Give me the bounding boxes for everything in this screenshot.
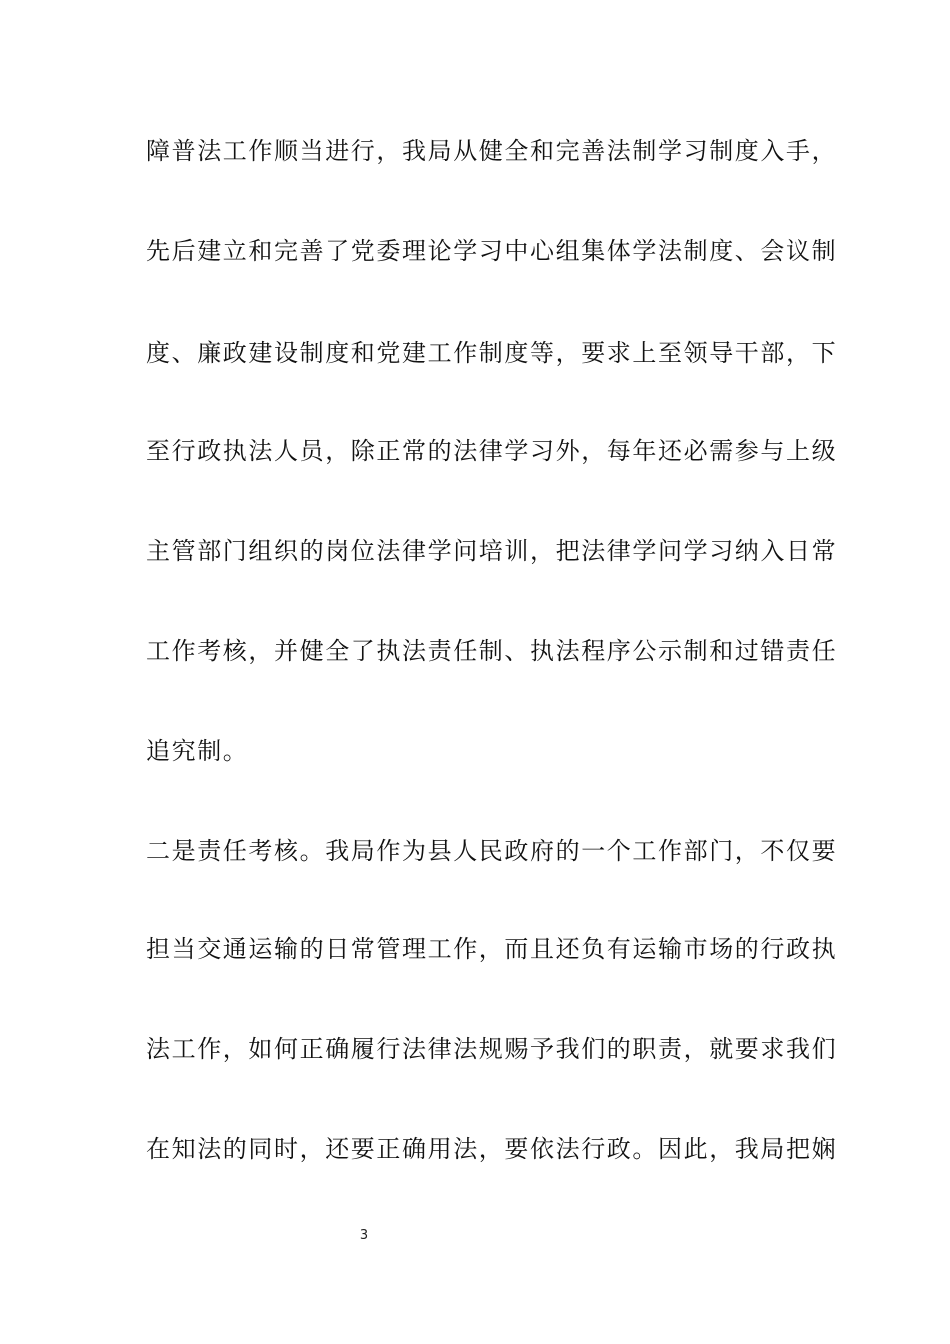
text-line-5: 主管部门组织的岗位法律学问培训，把法律学问学习纳入日常 xyxy=(146,537,838,565)
text-line-7: 追究制。 xyxy=(146,737,249,765)
text-line-1: 障普法工作顺当进行，我局从健全和完善法制学习制度入手， xyxy=(146,137,838,165)
text-line-4: 至行政执法人员，除正常的法律学习外，每年还必需参与上级 xyxy=(146,437,838,465)
text-line-3: 度、廉政建设制度和党建工作制度等，要求上至领导干部，下 xyxy=(146,339,838,367)
text-line-2: 先后建立和完善了党委理论学习中心组集体学法制度、会议制 xyxy=(146,237,838,265)
text-line-8: 二是责任考核。我局作为县人民政府的一个工作部门，不仅要 xyxy=(146,837,838,865)
text-line-10: 法工作，如何正确履行法律法规赐予我们的职责，就要求我们 xyxy=(146,1035,838,1063)
text-line-11: 在知法的同时，还要正确用法，要依法行政。因此，我局把娴 xyxy=(146,1135,838,1163)
text-line-6: 工作考核，并健全了执法责任制、执法程序公示制和过错责任 xyxy=(146,637,838,665)
page-number: 3 xyxy=(359,1228,369,1243)
text-line-9: 担当交通运输的日常管理工作，而且还负有运输市场的行政执 xyxy=(146,935,838,963)
